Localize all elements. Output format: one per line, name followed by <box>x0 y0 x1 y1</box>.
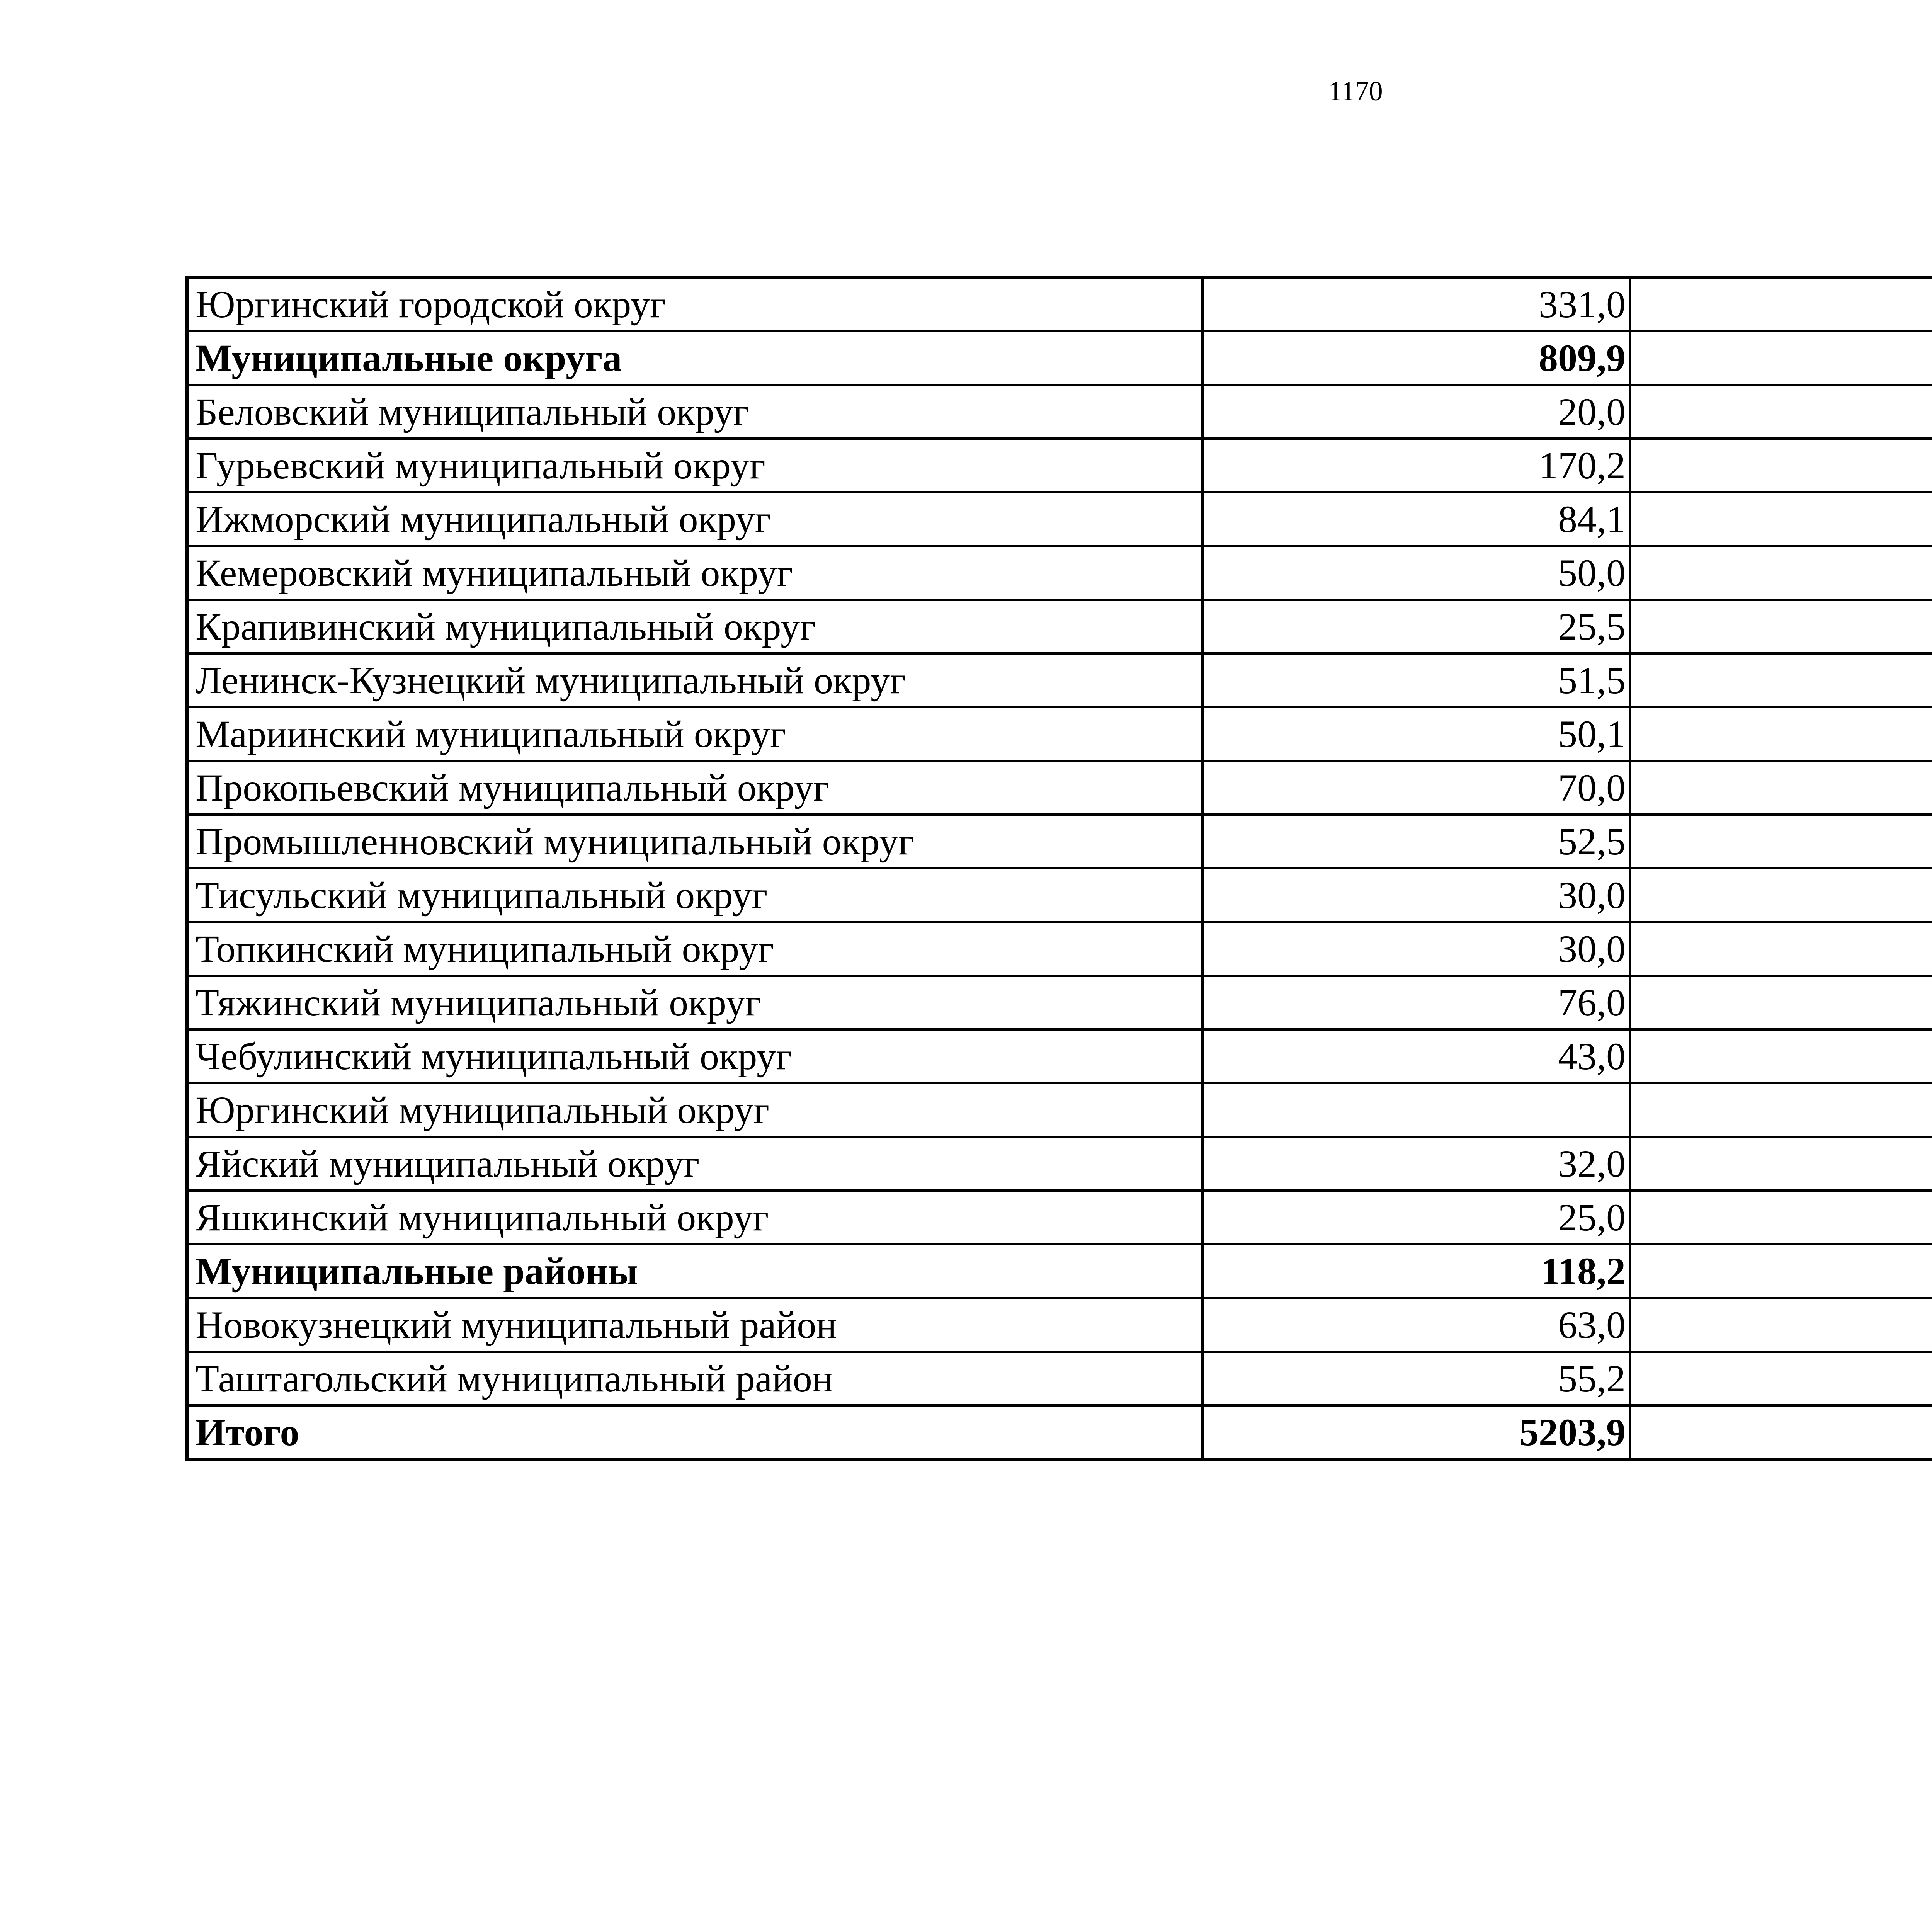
table-row <box>187 331 1932 385</box>
row-value-2-cell <box>1630 1029 1932 1083</box>
table-row <box>187 761 1932 815</box>
row-name-cell: Яйский муниципальный округ <box>187 1137 1202 1191</box>
row-value-2-cell <box>1630 1352 1932 1405</box>
table-row <box>187 707 1932 761</box>
row-value-1-cell: 30,0 <box>1202 922 1630 976</box>
row-value-2-cell <box>1630 922 1932 976</box>
table-row <box>187 600 1932 653</box>
row-value-1-cell: 55,2 <box>1202 1352 1630 1405</box>
row-value-2-cell <box>1630 1191 1932 1244</box>
row-name-cell: Муниципальные округа <box>187 331 1202 385</box>
row-value-1-cell: 32,0 <box>1202 1137 1630 1191</box>
row-value-1-cell: 63,0 <box>1202 1298 1630 1352</box>
row-value-1-cell: 84,1 <box>1202 492 1630 546</box>
row-name-cell: Таштагольский муниципальный район <box>187 1352 1202 1405</box>
row-name-cell: Беловский муниципальный округ <box>187 385 1202 439</box>
row-value-1-cell: 25,5 <box>1202 600 1630 653</box>
row-value-2-cell <box>1630 976 1932 1029</box>
table-row <box>187 1244 1932 1298</box>
row-name-cell: Тяжинский муниципальный округ <box>187 976 1202 1029</box>
table-row <box>187 868 1932 922</box>
row-name-cell: Итого <box>187 1405 1202 1459</box>
table-row <box>187 439 1932 492</box>
table-row <box>187 976 1932 1029</box>
table-row <box>187 385 1932 439</box>
row-name-cell: Промышленновский муниципальный округ <box>187 815 1202 868</box>
table-row <box>187 1083 1932 1137</box>
row-value-1-cell: 70,0 <box>1202 761 1630 815</box>
row-value-1-cell: 20,0 <box>1202 385 1630 439</box>
data-table <box>185 276 1932 1461</box>
row-value-2-cell <box>1630 868 1932 922</box>
row-name-cell: Новокузнецкий муниципальный район <box>187 1298 1202 1352</box>
row-value-1-cell: 5203,9 <box>1202 1405 1630 1459</box>
row-value-1-cell: 25,0 <box>1202 1191 1630 1244</box>
table-row <box>187 1352 1932 1405</box>
row-value-2-cell <box>1630 600 1932 653</box>
row-name-cell: Ленинск-Кузнецкий муниципальный округ <box>187 653 1202 707</box>
row-value-1-cell: 809,9 <box>1202 331 1630 385</box>
row-value-1-cell: 30,0 <box>1202 868 1630 922</box>
row-value-2-cell <box>1630 653 1932 707</box>
row-value-2-cell <box>1630 1083 1932 1137</box>
row-name-cell: Яшкинский муниципальный округ <box>187 1191 1202 1244</box>
table-row <box>187 492 1932 546</box>
table-body <box>187 277 1932 1459</box>
row-name-cell: Муниципальные районы <box>187 1244 1202 1298</box>
row-value-1-cell <box>1202 1083 1630 1137</box>
row-value-2-cell <box>1630 277 1932 331</box>
table-row <box>187 1405 1932 1459</box>
row-value-1-cell: 76,0 <box>1202 976 1630 1029</box>
row-value-2-cell <box>1630 331 1932 385</box>
row-value-1-cell: 118,2 <box>1202 1244 1630 1298</box>
row-name-cell: Юргинский городской округ <box>187 277 1202 331</box>
row-name-cell: Кемеровский муниципальный округ <box>187 546 1202 600</box>
row-name-cell: Гурьевский муниципальный округ <box>187 439 1202 492</box>
table-row <box>187 815 1932 868</box>
row-value-2-cell <box>1630 439 1932 492</box>
row-value-2-cell <box>1630 385 1932 439</box>
row-value-2-cell <box>1630 815 1932 868</box>
row-value-1-cell: 43,0 <box>1202 1029 1630 1083</box>
row-name-cell: Мариинский муниципальный округ <box>187 707 1202 761</box>
table-row <box>187 922 1932 976</box>
row-name-cell: Тисульский муниципальный округ <box>187 868 1202 922</box>
row-value-2-cell <box>1630 1244 1932 1298</box>
table-row <box>187 1137 1932 1191</box>
row-value-1-cell: 331,0 <box>1202 277 1630 331</box>
row-value-1-cell: 51,5 <box>1202 653 1630 707</box>
table-row <box>187 1029 1932 1083</box>
row-value-1-cell: 50,1 <box>1202 707 1630 761</box>
table-row <box>187 546 1932 600</box>
page-number: 1170 <box>1328 76 1383 107</box>
table-row <box>187 653 1932 707</box>
row-name-cell: Крапивинский муниципальный округ <box>187 600 1202 653</box>
row-value-2-cell <box>1630 707 1932 761</box>
row-value-2-cell <box>1630 1405 1932 1459</box>
row-name-cell: Чебулинский муниципальный округ <box>187 1029 1202 1083</box>
row-name-cell: Прокопьевский муниципальный округ <box>187 761 1202 815</box>
row-value-2-cell <box>1630 1298 1932 1352</box>
table-row <box>187 1191 1932 1244</box>
row-value-1-cell: 170,2 <box>1202 439 1630 492</box>
row-value-2-cell <box>1630 546 1932 600</box>
table-row <box>187 1298 1932 1352</box>
row-value-1-cell: 52,5 <box>1202 815 1630 868</box>
row-name-cell: Юргинский муниципальный округ <box>187 1083 1202 1137</box>
row-value-2-cell <box>1630 492 1932 546</box>
row-value-2-cell <box>1630 1137 1932 1191</box>
row-value-2-cell <box>1630 761 1932 815</box>
row-name-cell: Топкинский муниципальный округ <box>187 922 1202 976</box>
row-value-1-cell: 50,0 <box>1202 546 1630 600</box>
row-name-cell: Ижморский муниципальный округ <box>187 492 1202 546</box>
table-row <box>187 277 1932 331</box>
